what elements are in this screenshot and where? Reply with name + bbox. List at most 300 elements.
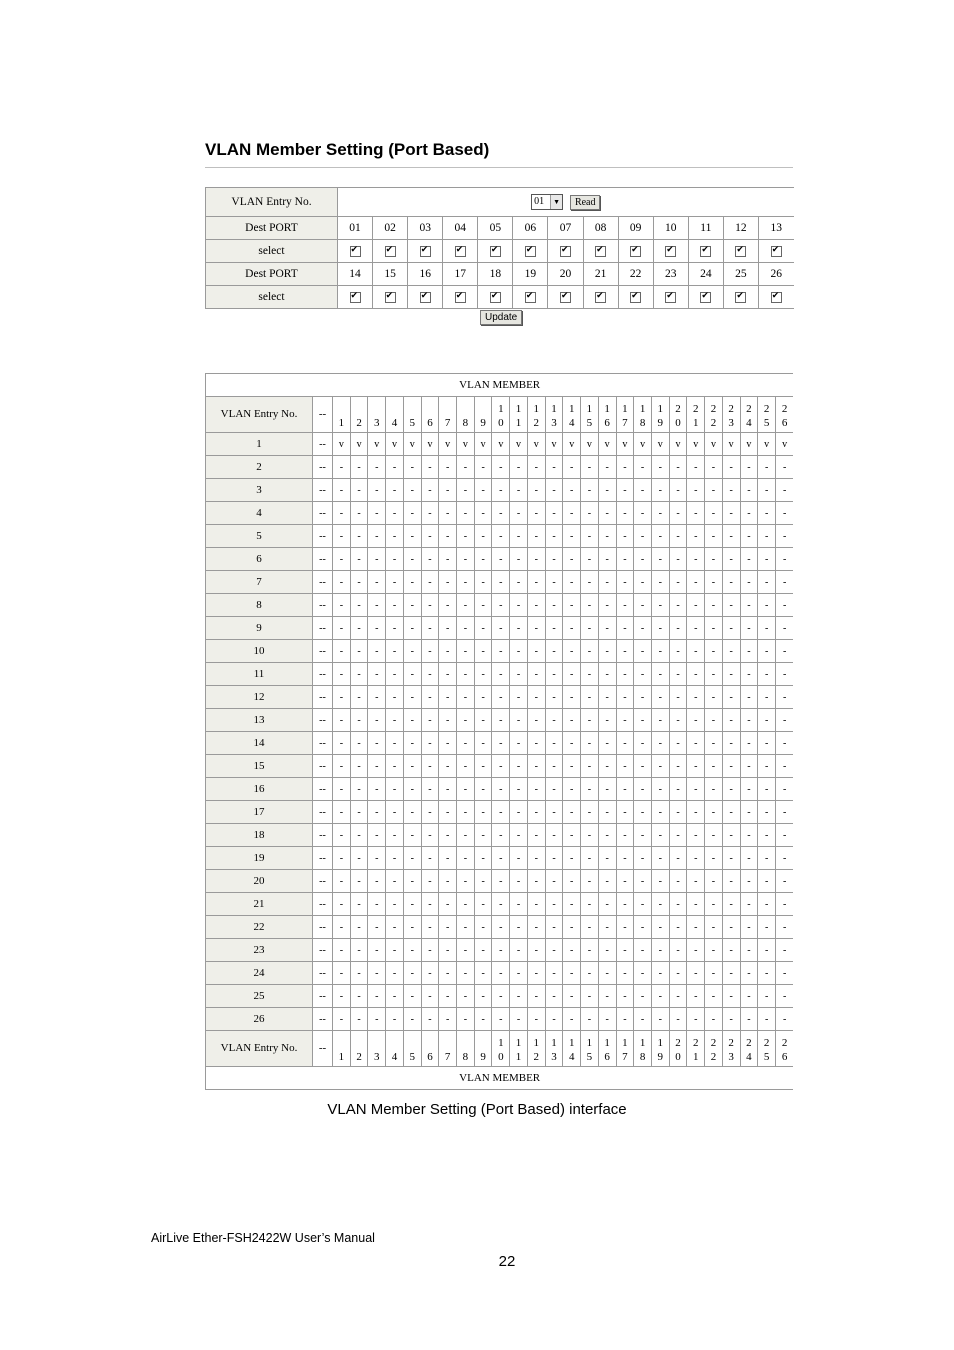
member-cell: - (687, 663, 705, 686)
port-checkbox[interactable] (525, 246, 536, 257)
port-checkbox[interactable] (455, 292, 466, 303)
member-cell: - (705, 755, 723, 778)
member-cell: - (669, 985, 687, 1008)
member-cell: - (510, 939, 528, 962)
member-cell: - (492, 617, 510, 640)
member-cell: - (510, 709, 528, 732)
member-cell: - (651, 709, 669, 732)
member-cell: - (775, 801, 793, 824)
port-select-cell (723, 240, 758, 263)
port-checkbox[interactable] (771, 246, 782, 257)
port-checkbox[interactable] (455, 246, 466, 257)
dash-cell: -- (313, 548, 333, 571)
member-cell: - (439, 755, 457, 778)
entry-no-cell: 12 (206, 686, 313, 709)
member-cell: - (492, 801, 510, 824)
member-cell: - (421, 456, 439, 479)
member-cell: - (527, 571, 545, 594)
member-cell: - (705, 571, 723, 594)
member-cell: v (474, 433, 492, 456)
member-cell: v (581, 433, 599, 456)
member-cell: - (563, 801, 581, 824)
port-header: 8 (457, 397, 475, 433)
member-cell: v (439, 433, 457, 456)
dash-cell: -- (313, 502, 333, 525)
member-cell: - (457, 755, 475, 778)
member-cell: - (758, 916, 776, 939)
port-header: 2 0 (669, 1031, 687, 1067)
port-number: 01 (338, 217, 373, 240)
member-cell: - (421, 663, 439, 686)
member-cell: - (386, 594, 404, 617)
chevron-down-icon[interactable]: ▼ (550, 195, 562, 209)
member-cell: - (598, 640, 616, 663)
port-checkbox[interactable] (385, 292, 396, 303)
member-cell: - (545, 985, 563, 1008)
member-cell: - (740, 548, 758, 571)
member-cell: - (581, 870, 599, 893)
member-cell: - (510, 847, 528, 870)
member-cell: - (403, 686, 421, 709)
member-cell: - (775, 870, 793, 893)
member-cell: - (333, 824, 351, 847)
member-cell: - (581, 709, 599, 732)
member-cell: - (581, 525, 599, 548)
member-cell: - (421, 709, 439, 732)
member-cell: v (545, 433, 563, 456)
member-cell: - (722, 847, 740, 870)
member-cell: - (722, 479, 740, 502)
member-cell: - (687, 1008, 705, 1031)
port-header: 2 2 (705, 1031, 723, 1067)
port-header: 5 (403, 397, 421, 433)
port-select-cell (688, 240, 723, 263)
entry-label: VLAN Entry No. (206, 188, 338, 217)
member-cell: - (333, 709, 351, 732)
member-row (206, 709, 794, 732)
member-cell: - (527, 548, 545, 571)
member-cell: - (669, 824, 687, 847)
member-cell: - (563, 847, 581, 870)
member-cell: - (474, 985, 492, 1008)
member-cell: - (563, 548, 581, 571)
port-select-cell (548, 286, 583, 309)
member-cell: - (563, 686, 581, 709)
member-cell: - (527, 640, 545, 663)
member-cell: - (386, 732, 404, 755)
port-checkbox[interactable] (525, 292, 536, 303)
read-button[interactable]: Read (570, 195, 601, 210)
member-cell: - (439, 847, 457, 870)
member-cell: - (474, 962, 492, 985)
port-number: 04 (443, 217, 478, 240)
member-cell: - (527, 893, 545, 916)
member-cell: - (758, 571, 776, 594)
member-cell: - (758, 755, 776, 778)
member-cell: - (510, 985, 528, 1008)
port-select-cell (373, 286, 408, 309)
member-cell: v (740, 433, 758, 456)
member-cell: - (581, 962, 599, 985)
member-cell: - (634, 686, 652, 709)
member-cell: - (333, 847, 351, 870)
member-cell: - (687, 985, 705, 1008)
member-cell: - (457, 732, 475, 755)
member-cell: - (350, 479, 368, 502)
port-checkbox[interactable] (700, 292, 711, 303)
member-cell: - (457, 617, 475, 640)
member-cell: - (368, 502, 386, 525)
member-cell: - (545, 778, 563, 801)
member-cell: - (474, 916, 492, 939)
member-cell: - (510, 663, 528, 686)
member-cell: - (368, 479, 386, 502)
member-cell: - (775, 985, 793, 1008)
member-cell: - (368, 801, 386, 824)
member-cell: - (457, 548, 475, 571)
member-cell: - (651, 663, 669, 686)
member-cell: - (439, 571, 457, 594)
port-checkbox[interactable] (665, 292, 676, 303)
member-row (206, 686, 794, 709)
member-cell: - (563, 985, 581, 1008)
member-cell: - (705, 663, 723, 686)
member-cell: - (474, 732, 492, 755)
port-checkbox[interactable] (490, 292, 501, 303)
member-cell: - (474, 801, 492, 824)
member-cell: - (634, 525, 652, 548)
port-checkbox[interactable] (630, 246, 641, 257)
member-cell: - (651, 548, 669, 571)
port-number: 17 (443, 263, 478, 286)
member-cell: - (510, 801, 528, 824)
member-cell: - (598, 824, 616, 847)
member-cell: - (722, 502, 740, 525)
port-checkbox[interactable] (560, 246, 571, 257)
member-cell: - (775, 525, 793, 548)
member-cell: - (527, 709, 545, 732)
port-number: 08 (583, 217, 618, 240)
member-cell: - (439, 916, 457, 939)
port-checkbox[interactable] (420, 292, 431, 303)
port-number: 16 (408, 263, 443, 286)
member-row (206, 594, 794, 617)
member-cell: - (598, 456, 616, 479)
member-cell: - (439, 617, 457, 640)
member-cell: - (598, 594, 616, 617)
member-cell: - (722, 985, 740, 1008)
member-cell: - (403, 571, 421, 594)
member-cell: - (333, 755, 351, 778)
member-cell: - (421, 755, 439, 778)
entry-no-cell: 6 (206, 548, 313, 571)
member-cell: - (545, 893, 563, 916)
member-cell: - (527, 962, 545, 985)
member-cell: - (439, 709, 457, 732)
member-cell: - (775, 939, 793, 962)
member-cell: - (545, 571, 563, 594)
member-cell: - (598, 732, 616, 755)
port-header: 1 9 (651, 1031, 669, 1067)
member-cell: - (368, 548, 386, 571)
member-cell: - (758, 594, 776, 617)
member-cell: - (563, 939, 581, 962)
member-cell: - (758, 548, 776, 571)
entry-no-header: VLAN Entry No. (206, 1031, 313, 1067)
member-cell: - (669, 709, 687, 732)
member-cell: - (403, 755, 421, 778)
member-cell: - (705, 939, 723, 962)
select-row-2 (206, 286, 794, 309)
member-cell: - (439, 824, 457, 847)
member-cell: - (598, 617, 616, 640)
member-cell: - (492, 962, 510, 985)
member-cell: - (350, 617, 368, 640)
member-cell: - (651, 801, 669, 824)
member-cell: - (722, 456, 740, 479)
member-cell: - (457, 985, 475, 1008)
member-cell: - (581, 755, 599, 778)
dash-cell: -- (313, 778, 333, 801)
vlan-entry-select[interactable] (531, 194, 563, 210)
port-checkbox[interactable] (350, 246, 361, 257)
member-cell: - (722, 870, 740, 893)
member-cell: - (457, 686, 475, 709)
member-cell: - (368, 847, 386, 870)
port-checkbox[interactable] (490, 246, 501, 257)
port-checkbox[interactable] (385, 246, 396, 257)
member-cell: - (474, 893, 492, 916)
member-cell: - (527, 479, 545, 502)
member-cell: - (368, 594, 386, 617)
port-header: 7 (439, 397, 457, 433)
member-cell: - (581, 456, 599, 479)
member-cell: - (421, 479, 439, 502)
member-cell: - (350, 962, 368, 985)
entry-no-cell: 2 (206, 456, 313, 479)
member-cell: - (740, 640, 758, 663)
dash-cell: -- (313, 870, 333, 893)
member-cell: - (669, 1008, 687, 1031)
member-cell: - (368, 778, 386, 801)
member-cell: - (527, 456, 545, 479)
member-cell: - (439, 525, 457, 548)
member-cell: - (581, 686, 599, 709)
member-cell: - (350, 709, 368, 732)
entry-no-cell: 4 (206, 502, 313, 525)
member-cell: - (403, 870, 421, 893)
member-cell: - (474, 939, 492, 962)
member-cell: - (457, 640, 475, 663)
member-cell: - (687, 617, 705, 640)
port-checkbox[interactable] (700, 246, 711, 257)
dash-cell: -- (313, 939, 333, 962)
member-cell: - (563, 870, 581, 893)
member-row (206, 870, 794, 893)
member-cell: - (775, 548, 793, 571)
member-cell: - (368, 640, 386, 663)
member-cell: - (457, 801, 475, 824)
member-cell: - (581, 847, 599, 870)
member-cell: - (581, 916, 599, 939)
member-cell: - (333, 939, 351, 962)
member-cell: - (368, 686, 386, 709)
member-cell: - (421, 824, 439, 847)
member-cell: - (403, 594, 421, 617)
member-cell: - (740, 824, 758, 847)
member-cell: - (474, 709, 492, 732)
member-cell: - (386, 663, 404, 686)
member-cell: - (492, 502, 510, 525)
member-cell: - (439, 870, 457, 893)
port-header: 9 (474, 1031, 492, 1067)
member-cell: - (598, 847, 616, 870)
member-row (206, 801, 794, 824)
member-row (206, 732, 794, 755)
port-header: 1 7 (616, 397, 634, 433)
port-checkbox[interactable] (735, 246, 746, 257)
port-header: 2 5 (758, 1031, 776, 1067)
port-select-cell (758, 240, 793, 263)
port-number: 26 (758, 263, 793, 286)
member-cell: - (687, 732, 705, 755)
member-cell: - (527, 778, 545, 801)
member-cell: - (492, 663, 510, 686)
port-checkbox[interactable] (350, 292, 361, 303)
member-cell: - (634, 663, 652, 686)
member-cell: - (439, 962, 457, 985)
port-header: 2 3 (722, 397, 740, 433)
port-select-cell (758, 286, 793, 309)
member-cell: v (616, 433, 634, 456)
member-cell: - (492, 709, 510, 732)
port-header: 8 (457, 1031, 475, 1067)
dash-cell: -- (313, 663, 333, 686)
member-cell: - (669, 962, 687, 985)
port-checkbox[interactable] (665, 246, 676, 257)
member-cell: - (421, 686, 439, 709)
member-cell: - (439, 456, 457, 479)
member-cell: - (421, 502, 439, 525)
member-cell: - (705, 502, 723, 525)
member-cell: - (510, 824, 528, 847)
port-checkbox[interactable] (735, 292, 746, 303)
member-cell: - (705, 640, 723, 663)
member-cell: - (333, 778, 351, 801)
member-cell: - (350, 548, 368, 571)
member-cell: - (545, 525, 563, 548)
member-cell: - (545, 801, 563, 824)
member-cell: - (474, 755, 492, 778)
member-cell: - (581, 640, 599, 663)
member-cell: - (492, 985, 510, 1008)
port-checkbox[interactable] (595, 246, 606, 257)
entry-no-cell: 10 (206, 640, 313, 663)
member-title-row-bottom (206, 1067, 794, 1090)
port-select-cell (478, 240, 513, 263)
port-checkbox[interactable] (560, 292, 571, 303)
member-cell: - (705, 962, 723, 985)
member-cell: - (722, 617, 740, 640)
member-row (206, 893, 794, 916)
member-cell: - (421, 617, 439, 640)
member-cell: - (722, 548, 740, 571)
member-cell: - (634, 847, 652, 870)
port-header: 2 (350, 397, 368, 433)
port-checkbox[interactable] (630, 292, 641, 303)
member-cell: - (439, 893, 457, 916)
member-cell: - (687, 778, 705, 801)
member-cell: - (598, 870, 616, 893)
member-cell: v (457, 433, 475, 456)
port-select-cell (583, 286, 618, 309)
member-cell: - (758, 801, 776, 824)
member-cell: - (758, 732, 776, 755)
member-cell: - (634, 962, 652, 985)
member-cell: - (758, 456, 776, 479)
port-checkbox[interactable] (420, 246, 431, 257)
member-cell: - (545, 1008, 563, 1031)
member-cell: - (386, 870, 404, 893)
port-checkbox[interactable] (771, 292, 782, 303)
member-cell: - (775, 686, 793, 709)
member-cell: - (651, 893, 669, 916)
port-header: 1 8 (634, 1031, 652, 1067)
member-row (206, 939, 794, 962)
member-cell: - (651, 732, 669, 755)
port-checkbox[interactable] (595, 292, 606, 303)
member-cell: - (333, 594, 351, 617)
member-cell: - (350, 594, 368, 617)
member-cell: - (740, 801, 758, 824)
member-cell: - (616, 456, 634, 479)
entry-no-cell: 7 (206, 571, 313, 594)
member-cell: - (527, 686, 545, 709)
member-cell: - (492, 479, 510, 502)
member-cell: - (740, 617, 758, 640)
member-cell: - (758, 617, 776, 640)
member-cell: - (598, 709, 616, 732)
member-cell: - (333, 732, 351, 755)
member-table-title-bottom: VLAN MEMBER (206, 1067, 794, 1090)
entry-no-cell: 8 (206, 594, 313, 617)
member-cell: - (368, 617, 386, 640)
member-cell: - (740, 962, 758, 985)
port-select-cell (443, 286, 478, 309)
member-cell: v (386, 433, 404, 456)
member-cell: - (386, 985, 404, 1008)
member-cell: - (350, 847, 368, 870)
member-cell: - (598, 778, 616, 801)
entry-no-cell: 11 (206, 663, 313, 686)
member-cell: - (687, 502, 705, 525)
member-cell: - (492, 686, 510, 709)
member-cell: - (740, 1008, 758, 1031)
member-cell: - (545, 456, 563, 479)
port-header: 1 0 (492, 1031, 510, 1067)
dash-cell: -- (313, 732, 333, 755)
member-cell: - (775, 594, 793, 617)
member-cell: - (651, 571, 669, 594)
member-cell: - (333, 525, 351, 548)
member-cell: - (758, 1008, 776, 1031)
member-cell: - (563, 525, 581, 548)
port-number: 14 (338, 263, 373, 286)
update-button[interactable]: Update (480, 310, 522, 325)
select-label: select (206, 286, 338, 309)
member-cell: - (510, 502, 528, 525)
member-cell: v (758, 433, 776, 456)
